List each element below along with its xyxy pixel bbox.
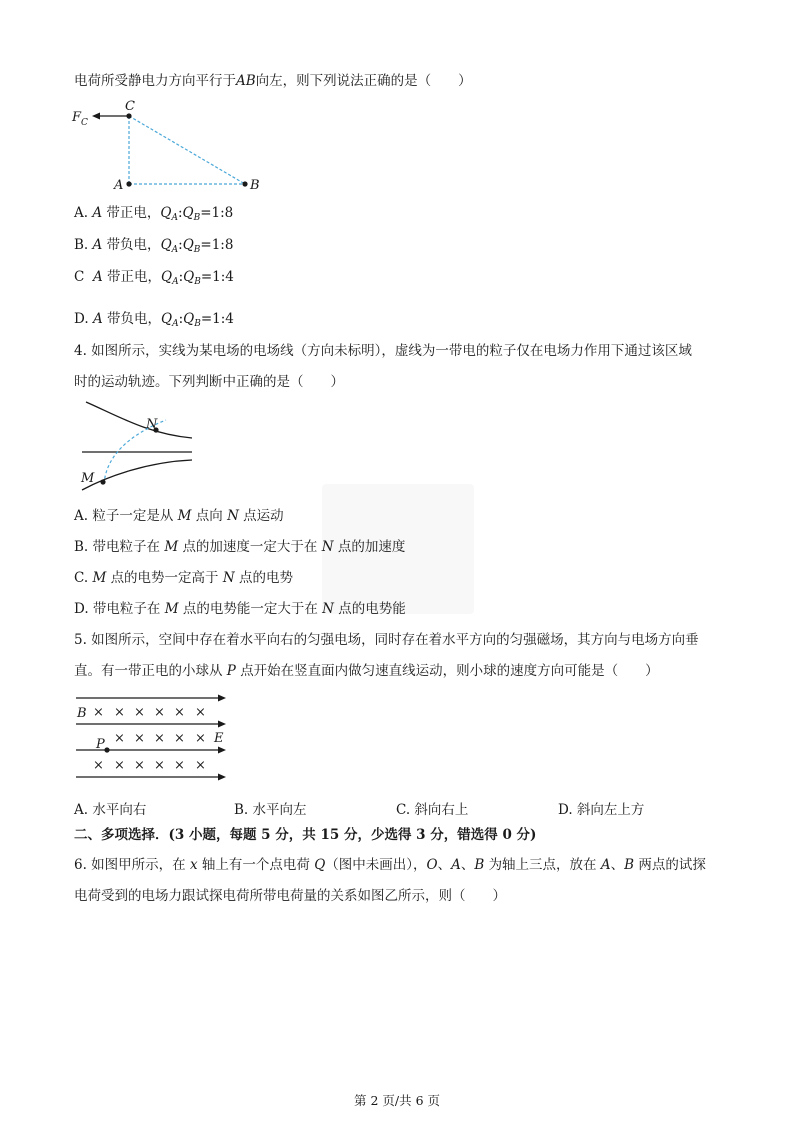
q3-stem — [74, 72, 472, 90]
q5-cross-mark: × — [93, 758, 104, 773]
q5-cross-mark: × — [114, 705, 125, 720]
q5-field-figure — [76, 690, 236, 790]
q5-magnetic-crosses — [93, 705, 206, 773]
q3-label-f: F — [72, 110, 82, 125]
q4-field-line-bottom — [82, 460, 192, 490]
q3-label-b: B — [250, 178, 260, 193]
page-footer: 第 2 页/共 6 页 — [353, 1093, 440, 1108]
q5-cross-mark: × — [114, 758, 125, 773]
q3-point-b — [242, 181, 247, 186]
q4-option-d[interactable]: D. 带电粒子在 M 点的电势能一定大于在 N 点的电势能 — [74, 601, 406, 617]
q5-cross-mark: × — [154, 758, 165, 773]
q5-options — [0, 798, 794, 816]
q5-label-e: E — [214, 731, 224, 746]
q3-point-c — [126, 113, 131, 118]
q5-cross-mark: × — [195, 758, 206, 773]
q4-stem-line1: 4. 如图所示，实线为某电场的电场线（方向未标明），虚线为一带电的粒子仅在电场力作用下通过该区域 — [74, 343, 692, 359]
q5-cross-mark: × — [195, 705, 206, 720]
q6-stem-line1: 6. 如图甲所示，在 x 轴上有一个点电荷 Q（图中未画出），O、A、B 为轴上三点，放在 A、B 两点的试探 — [74, 857, 706, 873]
q5-option-d[interactable]: D. 斜向左上方 — [558, 802, 645, 818]
q5-cross-mark: × — [154, 731, 165, 746]
q3-option-a[interactable]: A. A 带正电，$Q_A:Q_B=1:8$ — [74, 205, 234, 223]
q5-option-b[interactable]: B. 水平向左 — [234, 802, 307, 818]
q4-option-a[interactable]: A. 粒子一定是从 M 点向 N 点运动 — [74, 508, 284, 524]
q4-label-n: N — [146, 417, 158, 432]
q5-stem-line2: 直。有一带正电的小球从 P 点开始在竖直面内做匀速直线运动，则小球的速度方向可能是（ ） — [74, 663, 659, 679]
q5-option-a[interactable]: A. 水平向右 — [74, 802, 147, 818]
q3-option-d[interactable]: D. A 带负电，$Q_A:Q_B=1:4$ — [74, 311, 234, 329]
q5-point-p — [104, 747, 109, 752]
q3-option-c[interactable]: C A 带正电，$Q_A:Q_B=1:4$ — [74, 269, 234, 287]
q3-stem-post: 向左，则下列说法正确的是（ ） — [255, 73, 472, 89]
q3-stem-var: AB — [236, 73, 256, 89]
q5-cross-mark: × — [93, 705, 104, 720]
q5-label-p: P — [96, 737, 105, 752]
q5-cross-mark: × — [134, 731, 145, 746]
q5-cross-mark: × — [134, 705, 145, 720]
q5-cross-mark: × — [154, 705, 165, 720]
q3-label-a: A — [114, 178, 124, 193]
q3-label-f-sub: C — [81, 118, 88, 128]
q3-force-arrowhead — [92, 113, 100, 120]
q5-option-c[interactable]: C. 斜向右上 — [396, 802, 469, 818]
q5-stem-line1: 5. 如图所示，空间中存在着水平向右的匀强电场，同时存在着水平方向的匀强磁场，其方向与电场方向垂 — [74, 632, 699, 648]
q5-cross-mark: × — [174, 731, 185, 746]
q5-label-b: B — [77, 706, 87, 721]
q4-label-m: M — [81, 471, 95, 486]
q4-field-figure — [78, 398, 198, 498]
q5-cross-mark: × — [114, 731, 125, 746]
q4-option-b[interactable]: B. 带电粒子在 M 点的加速度一定大于在 N 点的加速度 — [74, 539, 406, 555]
q3-option-b[interactable]: B. A 带负电，$Q_A:Q_B=1:8$ — [74, 237, 234, 255]
q3-stem-pre: 电荷所受静电力方向平行于 — [74, 73, 236, 89]
q3-label-c: C — [125, 99, 135, 114]
q3-edge-cb — [129, 116, 245, 184]
q4-stem-line2: 时的运动轨迹。下列判断中正确的是（ ） — [74, 374, 344, 390]
section2-heading: 二、多项选择．(3 小题，每题 5 分，共 15 分，少选得 3 分，错选得 0 分) — [74, 827, 537, 843]
q5-cross-mark: × — [174, 758, 185, 773]
q4-option-c[interactable]: C. M 点的电势一定高于 N 点的电势 — [74, 570, 293, 586]
q5-cross-mark: × — [134, 758, 145, 773]
q4-field-line-top — [86, 402, 192, 438]
q4-point-m — [100, 479, 105, 484]
q3-point-a — [126, 181, 131, 186]
q6-stem-line2: 电荷受到的电场力跟试探电荷所带电荷量的关系如图乙所示，则（ ） — [74, 888, 506, 904]
q5-cross-mark: × — [174, 705, 185, 720]
q5-cross-mark: × — [195, 731, 206, 746]
q3-triangle-figure — [70, 98, 270, 198]
